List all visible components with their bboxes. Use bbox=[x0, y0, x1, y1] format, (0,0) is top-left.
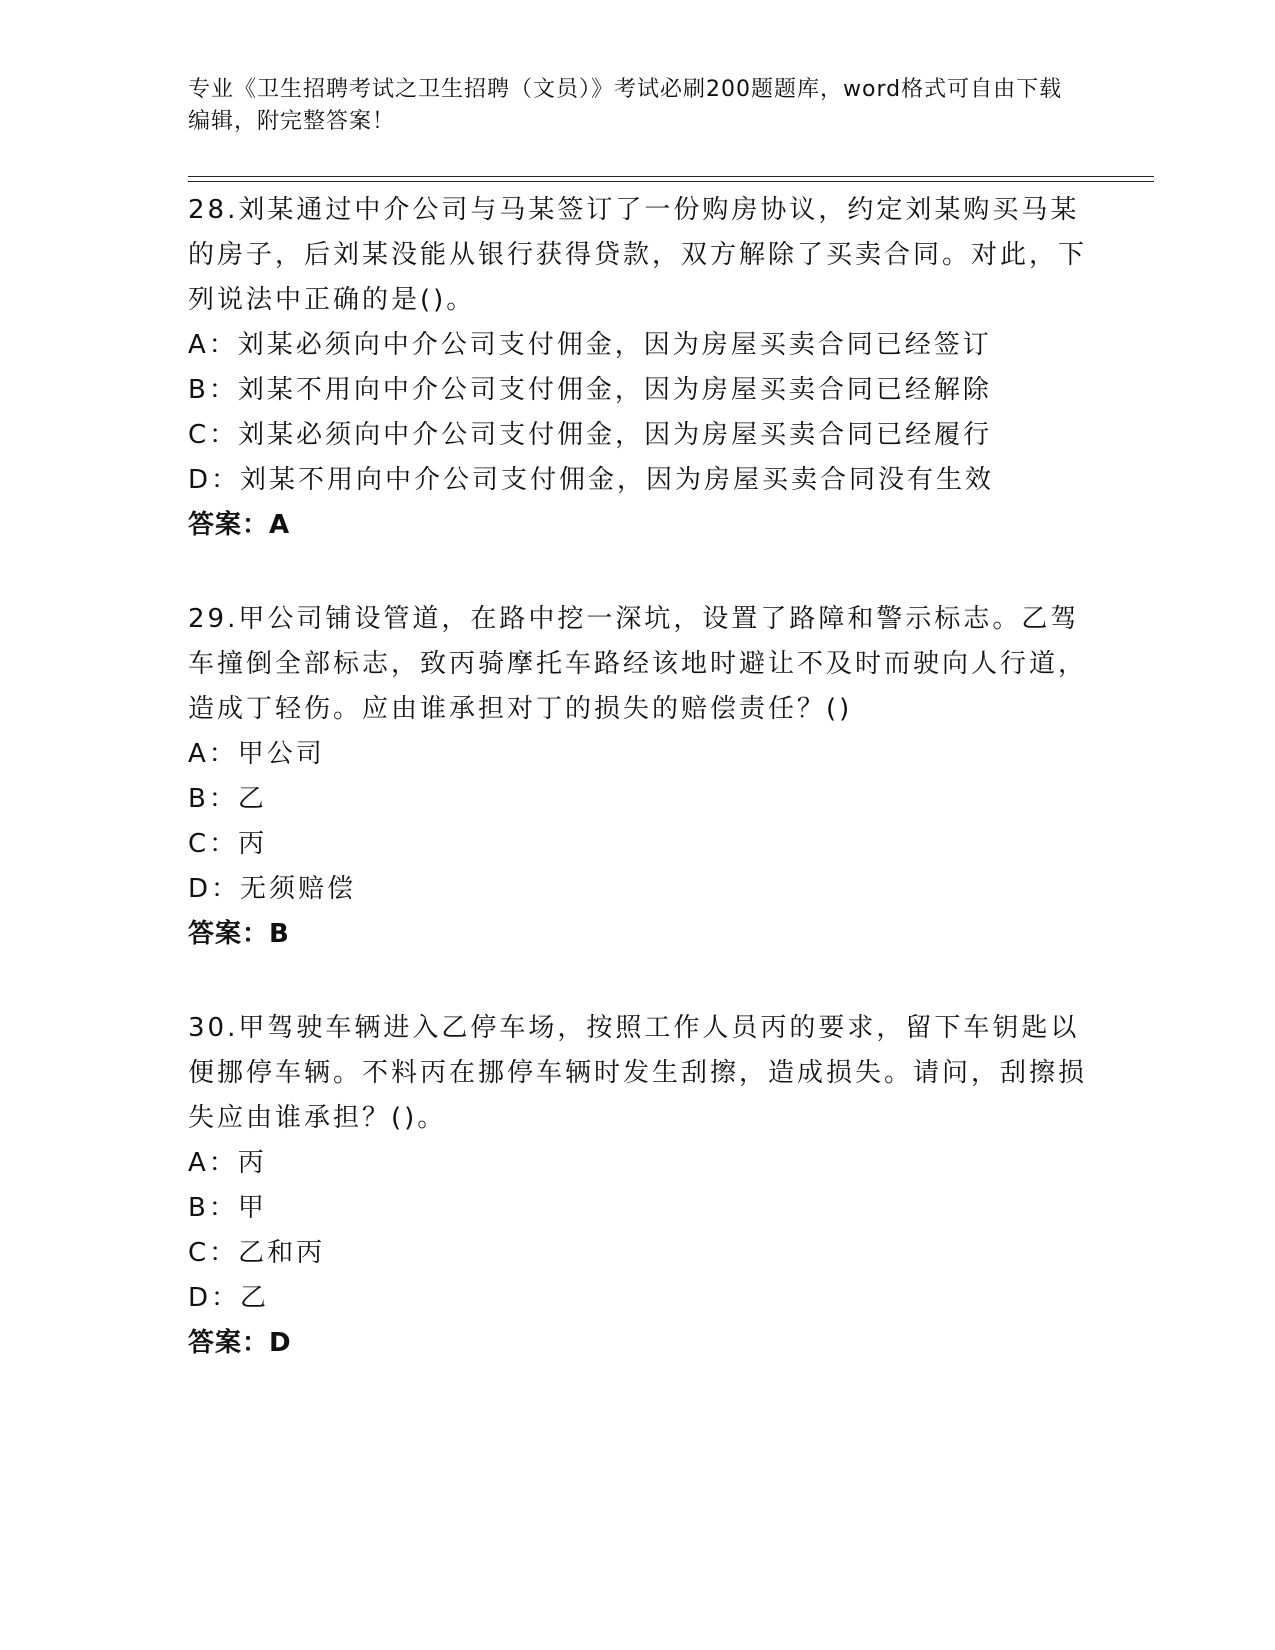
question-30 bbox=[188, 1006, 1088, 1366]
option-a: A：丙 bbox=[188, 1148, 267, 1178]
option-b: B：刘某不用向中介公司支付佣金，因为房屋买卖合同已经解除 bbox=[188, 375, 992, 405]
header-divider-top bbox=[188, 176, 1154, 177]
option-c: C：刘某必须向中介公司支付佣金，因为房屋买卖合同已经履行 bbox=[188, 420, 993, 450]
option-a: A：刘某必须向中介公司支付佣金，因为房屋买卖合同已经签订 bbox=[188, 330, 992, 360]
option-b: B：乙 bbox=[188, 784, 267, 814]
question-28 bbox=[188, 188, 1088, 548]
question-stem: 29.甲公司铺设管道，在路中挖一深坑，设置了路障和警示标志。乙驾车撞倒全部标志，致丙骑摩托车路经该地时避让不及时而驶向人行道，造成丁轻伤。应由谁承担对丁的损失的赔偿责任？() bbox=[188, 604, 1088, 724]
answer-label: 答案：D bbox=[188, 1328, 292, 1358]
question-29 bbox=[188, 597, 1088, 957]
document-header: 专业《卫生招聘考试之卫生招聘（文员）》考试必刷200题题库，word格式可自由下载编辑，附完整答案！ bbox=[188, 77, 1063, 134]
answer-label: 答案：A bbox=[188, 510, 291, 540]
question-stem: 30.甲驾驶车辆进入乙停车场，按照工作人员丙的要求，留下车钥匙以便挪停车辆。不料丙在挪停车辆时发生刮擦，造成损失。请问，刮擦损失应由谁承担？()。 bbox=[188, 1013, 1088, 1133]
option-b: B：甲 bbox=[188, 1193, 267, 1223]
option-d: D：无须赔偿 bbox=[188, 874, 357, 904]
question-stem: 28.刘某通过中介公司与马某签订了一份购房协议，约定刘某购买马某的房子，后刘某没能从银行获得贷款，双方解除了买卖合同。对此，下列说法中正确的是()。 bbox=[188, 195, 1088, 315]
option-c: C：丙 bbox=[188, 829, 268, 859]
option-d: D：刘某不用向中介公司支付佣金，因为房屋买卖合同没有生效 bbox=[188, 465, 995, 495]
header-divider-bottom bbox=[188, 181, 1154, 182]
option-a: A：甲公司 bbox=[188, 739, 325, 769]
option-d: D：乙 bbox=[188, 1283, 270, 1313]
answer-label: 答案：B bbox=[188, 919, 290, 949]
option-c: C：乙和丙 bbox=[188, 1238, 326, 1268]
